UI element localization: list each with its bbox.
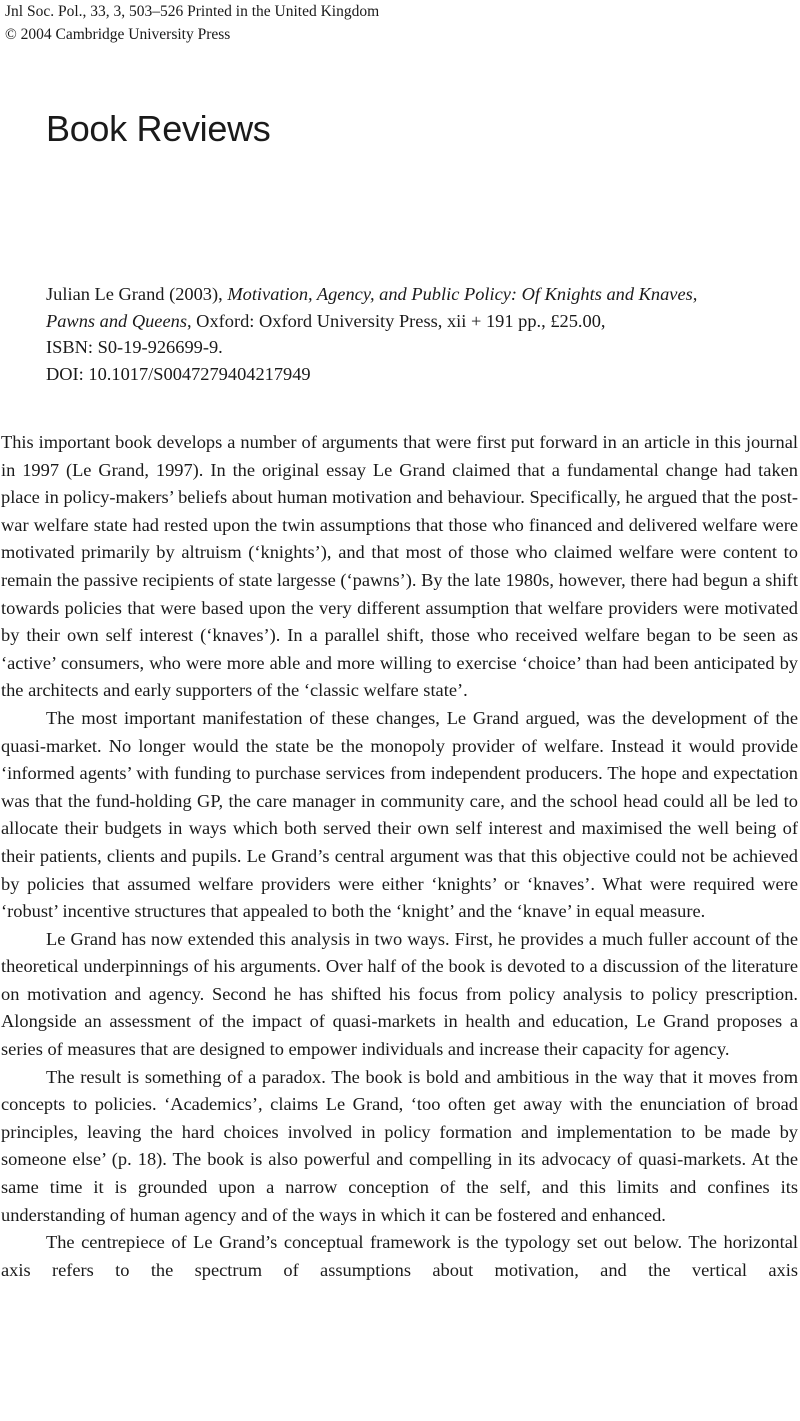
citation-line-1 [46, 281, 786, 308]
book-citation [46, 281, 786, 387]
section-title: Book Reviews [46, 108, 271, 149]
review-paragraph: The result is something of a paradox. The book is bold and ambitious in the way that it moves from concepts to policies. ‘Academics’, claims Le Grand, ‘too often get away with the enunciation of broad principles, leaving the hard choices involved in policy formation and implementation to be made by someone else’ (p. 18). The book is also powerful and compelling in its advocacy of quasi-markets. At the same time it is grounded upon a narrow conception of the self, and this limits and confines its understanding of human agency and of the ways in which it can be fostered and enhanced. [1, 1066, 798, 1225]
review-paragraph: The most important manifestation of these changes, Le Grand argued, was the development of the quasi-market. No longer would the state be the monopoly provider of welfare. Instead it would provide ‘informed agents’ with funding to purchase services from independent producers. The hope and expectation was that the fund-holding GP, the care manager in community care, and the school head could all be led to allocate their budgets in ways which both served their own self interest and maximised the well being of their patients, clients and pupils. Le Grand’s central argument was that this objective could not be achieved by policies that assumed welfare providers were either ‘knights’ or ‘knaves’. What were required were ‘robust’ incentive structures that appealed to both the ‘knight’ and the ‘knave’ in equal measure. [1, 707, 798, 922]
review-body [1, 429, 798, 1284]
citation-isbn: ISBN: S0-19-926699-9. [46, 337, 223, 357]
review-paragraph: Le Grand has now extended this analysis in two ways. First, he provides a much fuller account of the theoretical underpinnings of his arguments. Over half of the book is devoted to a discussion of the literature on motivation and agency. Second he has shifted his focus from policy analysis to policy prescription. Alongside an assessment of the impact of quasi-markets in health and education, Le Grand proposes a series of measures that are designed to empower individuals and increase their capacity for agency. [1, 928, 798, 1060]
citation-line-2 [46, 308, 786, 335]
review-paragraph: The centrepiece of Le Grand’s conceptual framework is the typology set out below. The horizontal axis refers to the spectrum of assumptions about motivation, and the vertical axis [1, 1232, 798, 1280]
citation-title-part-1: Motivation, Agency, and Public Policy: Of Knights and Knaves, [227, 284, 698, 304]
citation-doi: DOI: 10.1017/S0047279404217949 [46, 363, 311, 384]
citation-title-part-2: Pawns and Queens [46, 310, 187, 331]
running-header [5, 0, 379, 46]
copyright-notice: © 2004 Cambridge University Press [5, 26, 231, 43]
citation-author-year: Julian Le Grand (2003), [46, 284, 228, 304]
journal-info: Jnl Soc. Pol., 33, 3, 503–526 Printed in the United Kingdom [5, 3, 380, 20]
citation-publisher: , Oxford: Oxford University Press, xii + 191 pp., £25.00, [186, 310, 606, 331]
review-paragraph: This important book develops a number of arguments that were first put forward in an article in this journal in 1997 (Le Grand, 1997). In the original essay Le Grand claimed that a fundamental change had taken place in policy-makers’ beliefs about human motivation and behaviour. Specifically, he argued that the post-war welfare state had rested upon the twin assumptions that those who financed and delivered welfare were motivated primarily by altruism (‘knights’), and that most of those who claimed welfare were content to remain the passive recipients of state largesse (‘pawns’). By the late 1980s, however, there had begun a shift towards policies that were based upon the very different assumption that welfare providers were motivated by their own self interest (‘knaves’). In a parallel shift, those who received welfare began to be seen as ‘active’ consumers, who were more able and more willing to exercise ‘choice’ than had been anticipated by the architects and early supporters of the ‘classic welfare state’. [1, 432, 798, 701]
